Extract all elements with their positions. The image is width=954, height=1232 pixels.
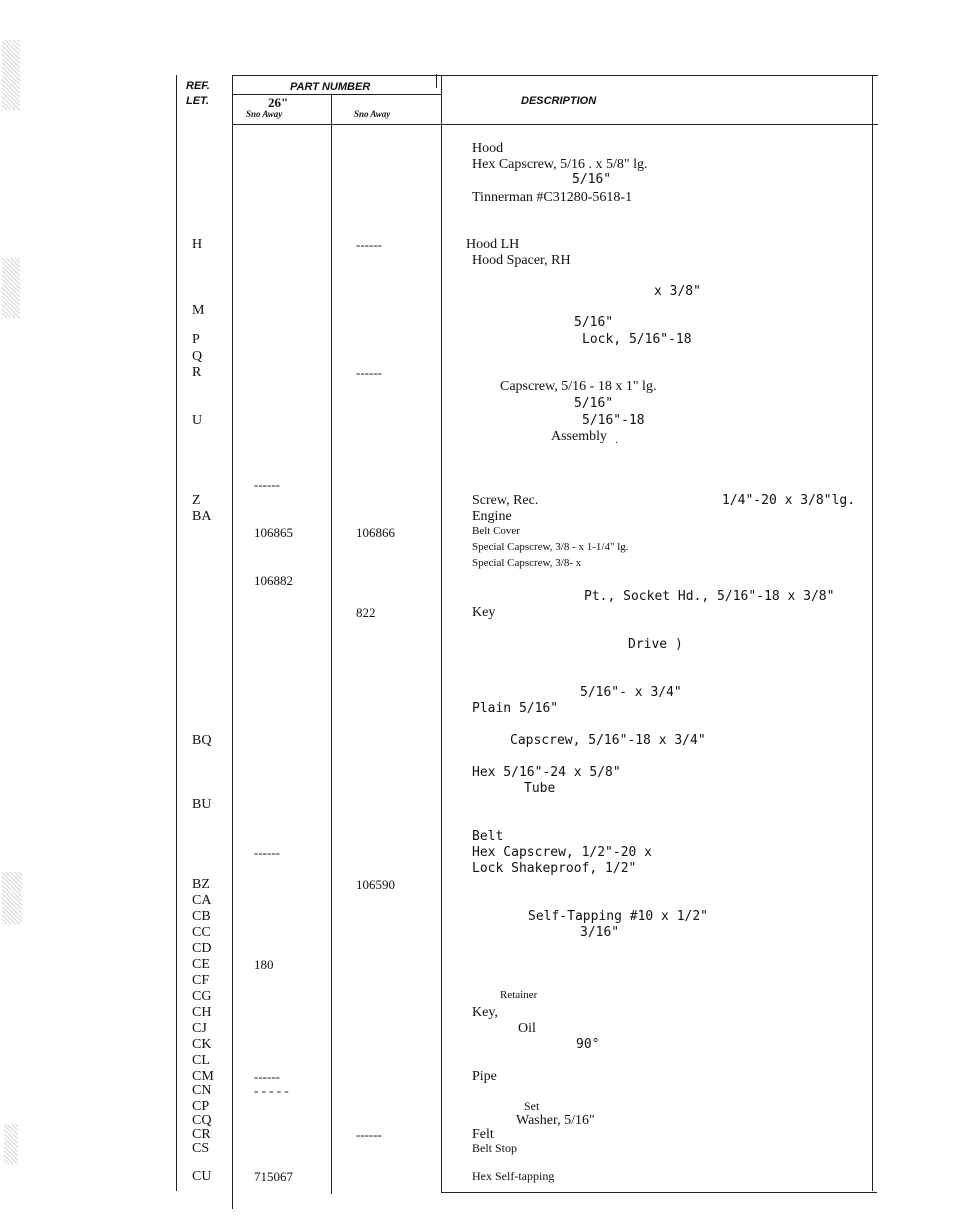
ref-letter: CM bbox=[192, 1069, 214, 1084]
scan-noise bbox=[2, 872, 22, 924]
scan-noise bbox=[4, 1124, 18, 1164]
ref-letter: CE bbox=[192, 957, 210, 972]
description: Plain 5/16" bbox=[472, 701, 559, 716]
description: Special Capscrew, 3/8 - x 1-1/4" lg. bbox=[472, 541, 629, 553]
description: Belt bbox=[472, 829, 504, 844]
column-rule-2 bbox=[331, 94, 332, 1194]
part-number-snoaway: ------ bbox=[356, 1127, 382, 1142]
ref-letter: R bbox=[192, 365, 202, 380]
ref-letter: CQ bbox=[192, 1113, 212, 1128]
ref-letter: CN bbox=[192, 1083, 212, 1098]
description: Set bbox=[524, 1099, 540, 1113]
part-number-26: - - - - - bbox=[254, 1083, 289, 1098]
ref-letter: CR bbox=[192, 1127, 211, 1142]
footer-rule bbox=[441, 1192, 877, 1193]
part-number-26: ------ bbox=[254, 477, 280, 492]
description: Pipe bbox=[472, 1069, 497, 1084]
ref-letter: CC bbox=[192, 925, 211, 940]
description: 3/16" bbox=[580, 925, 620, 940]
ref-letter: U bbox=[192, 413, 203, 428]
ref-letter: Q bbox=[192, 349, 203, 364]
part-number-snoaway: ------ bbox=[356, 237, 382, 252]
description: Capscrew, 5/16 - 18 x 1" lg. bbox=[500, 379, 657, 394]
description: 90° bbox=[576, 1037, 600, 1052]
description: Belt Cover bbox=[472, 525, 520, 537]
ref-letter: BU bbox=[192, 797, 212, 812]
ref-letter: BQ bbox=[192, 733, 212, 748]
ref-header-2: LET. bbox=[186, 95, 210, 107]
description: Pt., Socket Hd., 5/16"-18 x 3/8" bbox=[584, 589, 835, 604]
part-number-26: 715067 bbox=[254, 1169, 293, 1184]
description: Assembly bbox=[551, 429, 607, 444]
sno-away-header-2: Sno Away bbox=[354, 109, 391, 119]
ref-letter: CB bbox=[192, 909, 211, 924]
description: Hood LH bbox=[466, 237, 520, 252]
description-header: DESCRIPTION bbox=[521, 95, 597, 107]
description: Screw, Rec. bbox=[472, 493, 539, 508]
part-number-header: PART NUMBER bbox=[290, 81, 371, 93]
ref-letter: CS bbox=[192, 1141, 210, 1156]
part-number-snoaway: ------ bbox=[356, 365, 382, 380]
description: Washer, 5/16" bbox=[516, 1113, 595, 1128]
description: Self-Tapping #10 x 1/2" bbox=[528, 909, 709, 924]
header-bottom-rule bbox=[232, 124, 878, 125]
ref-letter: CA bbox=[192, 893, 212, 908]
description: Special Capscrew, 3/8- x bbox=[472, 557, 582, 569]
col-26-header: 26" bbox=[268, 95, 289, 110]
description: Felt bbox=[472, 1127, 494, 1142]
description: Hex Capscrew, 5/16 . x 5/8" lg. bbox=[472, 157, 648, 172]
ref-letter: CG bbox=[192, 989, 212, 1004]
part-number-26: 106882 bbox=[254, 573, 293, 588]
ref-letter: CK bbox=[192, 1037, 212, 1052]
description: 5/16" bbox=[572, 172, 612, 187]
description: Hood bbox=[472, 141, 504, 156]
ref-header-1: REF. bbox=[186, 80, 210, 92]
ref-letter: CP bbox=[192, 1099, 210, 1114]
ref-letter: CD bbox=[192, 941, 212, 956]
description: Engine bbox=[472, 509, 512, 524]
description: Key bbox=[472, 605, 496, 620]
part-number-26: 106865 bbox=[254, 525, 293, 540]
description: 5/16"-18 bbox=[582, 413, 645, 428]
part-number-26: ------ bbox=[254, 1069, 280, 1084]
ref-letter: CJ bbox=[192, 1021, 207, 1036]
scan-noise bbox=[2, 258, 20, 318]
ref-letter: Z bbox=[192, 493, 201, 508]
description: Belt Stop bbox=[472, 1141, 518, 1155]
column-rule-left bbox=[176, 75, 177, 1191]
scan-noise bbox=[2, 40, 20, 110]
description: Lock Shakeproof, 1/2" bbox=[472, 861, 637, 876]
description: Hex 5/16"-24 x 5/8" bbox=[472, 765, 621, 780]
header-top-rule bbox=[232, 75, 878, 76]
column-rule-right bbox=[872, 75, 873, 1191]
description: Lock, 5/16"-18 bbox=[582, 332, 692, 347]
ref-letter: BA bbox=[192, 509, 212, 524]
ref-letter: CU bbox=[192, 1169, 212, 1184]
description-extra: 1/4"-20 x 3/8"lg. bbox=[722, 493, 856, 508]
ref-letter: P bbox=[192, 332, 200, 347]
ref-letter: M bbox=[192, 303, 205, 318]
description: x 3/8" bbox=[654, 284, 701, 299]
description: 5/16"- x 3/4" bbox=[580, 685, 682, 700]
ref-letter: H bbox=[192, 237, 203, 252]
description: Oil bbox=[518, 1021, 536, 1036]
part-number-snoaway: 106866 bbox=[356, 525, 395, 540]
description: 5/16" bbox=[574, 315, 614, 330]
ref-letter: CH bbox=[192, 1005, 212, 1020]
description: Hex Capscrew, 1/2"-20 x bbox=[472, 845, 653, 860]
description: Capscrew, 5/16"-18 x 3/4" bbox=[510, 733, 706, 748]
ref-letter: CL bbox=[192, 1053, 210, 1068]
part-number-snoaway: 106590 bbox=[356, 877, 395, 892]
header-mid-rule bbox=[232, 94, 442, 95]
tick-mark: . bbox=[615, 435, 619, 446]
description: 5/16" bbox=[574, 396, 614, 411]
part-number-26: ------ bbox=[254, 845, 280, 860]
description: Hex Self-tapping bbox=[472, 1169, 555, 1183]
ref-letter: CF bbox=[192, 973, 210, 988]
ref-letter: BZ bbox=[192, 877, 210, 892]
column-rule-3 bbox=[441, 75, 442, 1193]
description: Hood Spacer, RH bbox=[472, 253, 571, 268]
description: Tinnerman #C31280-5618-1 bbox=[472, 190, 633, 205]
description: Drive ) bbox=[628, 637, 683, 652]
description: Tube bbox=[524, 781, 556, 796]
description: Retainer bbox=[500, 989, 538, 1001]
column-rule-1 bbox=[232, 75, 233, 1209]
sno-away-header-1: Sno Away bbox=[246, 109, 283, 119]
description: Key, bbox=[472, 1005, 498, 1020]
part-number-26: 180 bbox=[254, 957, 274, 972]
part-number-snoaway: 822 bbox=[356, 605, 376, 620]
header-tick bbox=[436, 74, 437, 88]
